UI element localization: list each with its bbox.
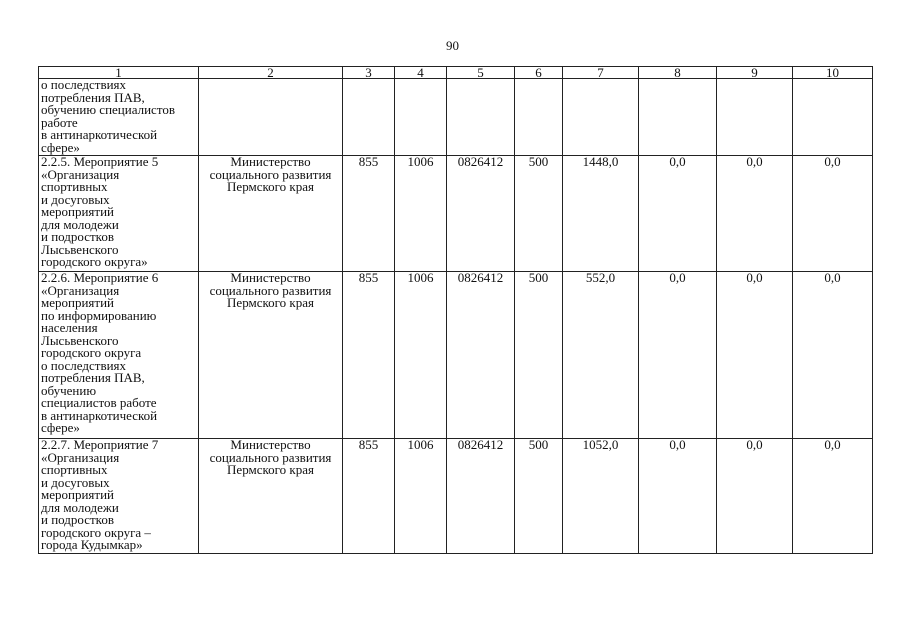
table-row [39, 439, 873, 554]
code-cell: 1006 [395, 272, 447, 439]
amount-cell: 0,0 [717, 272, 793, 439]
code-cell: 0826412 [447, 272, 515, 439]
column-header-7: 7 [563, 67, 639, 79]
column-header-9: 9 [717, 67, 793, 79]
code-cell: 500 [515, 439, 563, 554]
amount-cell: 0,0 [793, 272, 873, 439]
amount-cell [717, 79, 793, 156]
column-header-1: 1 [39, 67, 199, 79]
table-row [39, 272, 873, 439]
page-number: 90 [446, 38, 459, 53]
organization-cell: Министерство социального развития Пермского края [199, 272, 343, 439]
organization-cell: Министерство социального развития Пермского края [199, 156, 343, 272]
code-cell [515, 79, 563, 156]
table-row [39, 79, 873, 156]
budget-table [38, 66, 873, 554]
column-header-3: 3 [343, 67, 395, 79]
code-cell: 500 [515, 156, 563, 272]
code-cell: 855 [343, 439, 395, 554]
column-header-10: 10 [793, 67, 873, 79]
amount-cell: 0,0 [717, 156, 793, 272]
amount-cell [563, 79, 639, 156]
amount-cell: 0,0 [639, 272, 717, 439]
header-row [39, 67, 873, 79]
code-cell: 1006 [395, 156, 447, 272]
code-cell [395, 79, 447, 156]
amount-cell: 0,0 [639, 439, 717, 554]
code-cell: 855 [343, 156, 395, 272]
column-header-6: 6 [515, 67, 563, 79]
activity-name-cell: 2.2.6. Мероприятие 6 «Организация мероприятий по информированию населения Лысьвенского городского округа о последствиях потребления ПАВ, обучению специалистов работе в антинаркотической сфере» [39, 272, 199, 439]
activity-name-cell: о последствиях потребления ПАВ, обучению специалистов работе в антинаркотической сфере» [39, 79, 199, 156]
code-cell: 0826412 [447, 156, 515, 272]
code-cell: 855 [343, 272, 395, 439]
amount-cell: 0,0 [793, 439, 873, 554]
code-cell: 500 [515, 272, 563, 439]
activity-name-cell: 2.2.5. Мероприятие 5 «Организация спортивных и досуговых мероприятий для молодежи и подростков Лысьвенского городского округа» [39, 156, 199, 272]
amount-cell: 1448,0 [563, 156, 639, 272]
column-header-2: 2 [199, 67, 343, 79]
amount-cell [793, 79, 873, 156]
activity-name-cell: 2.2.7. Мероприятие 7 «Организация спортивных и досуговых мероприятий для молодежи и подростков городского округа – города Кудымкар» [39, 439, 199, 554]
organization-cell: Министерство социального развития Пермского края [199, 439, 343, 554]
column-header-4: 4 [395, 67, 447, 79]
organization-cell [199, 79, 343, 156]
amount-cell: 0,0 [717, 439, 793, 554]
amount-cell: 1052,0 [563, 439, 639, 554]
code-cell: 0826412 [447, 439, 515, 554]
table-row [39, 156, 873, 272]
amount-cell: 0,0 [793, 156, 873, 272]
column-header-8: 8 [639, 67, 717, 79]
code-cell: 1006 [395, 439, 447, 554]
amount-cell: 552,0 [563, 272, 639, 439]
code-cell [343, 79, 395, 156]
amount-cell: 0,0 [639, 156, 717, 272]
amount-cell [639, 79, 717, 156]
column-header-5: 5 [447, 67, 515, 79]
code-cell [447, 79, 515, 156]
